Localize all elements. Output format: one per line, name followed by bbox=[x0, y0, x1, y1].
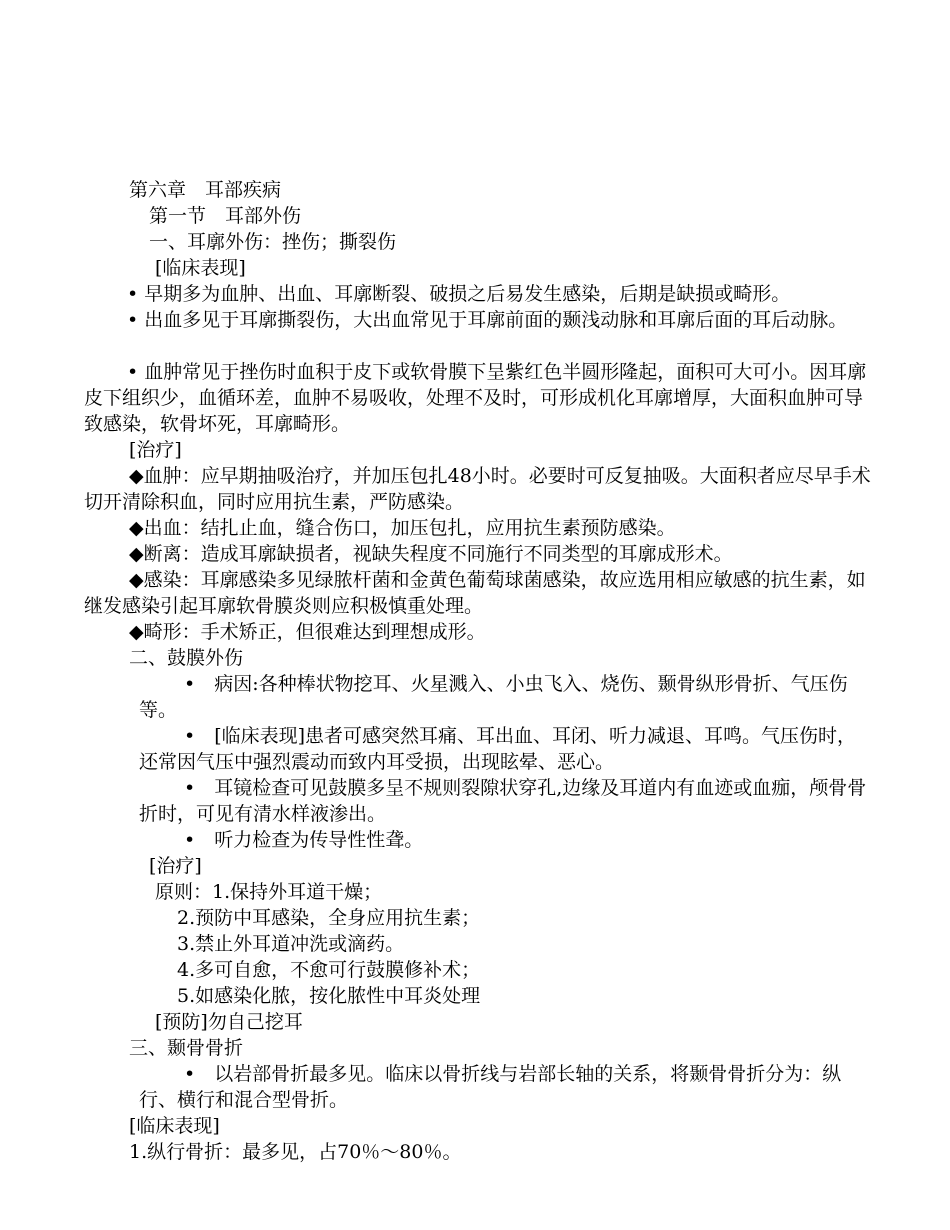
part2-principle: 3.禁止外耳道冲洗或滴药。 bbox=[177, 933, 405, 955]
part2-bullet: • 病因:各种棒状物挖耳、火星溅入、小虫飞入、烧伤、颞骨纵形骨折、气压伤等。 bbox=[139, 673, 848, 721]
part2-title: 二、鼓膜外伤 bbox=[129, 647, 244, 669]
part2-prevention: [预防]勿自己挖耳 bbox=[155, 1011, 303, 1033]
part2-bullet: • 耳镜检查可见鼓膜多呈不规则裂隙状穿孔,边缘及耳道内有血迹或血痂，颅骨骨折时，可见有清水样液渗出。 bbox=[139, 777, 867, 825]
part2-principle: 5.如感染化脓，按化脓性中耳炎处理 bbox=[177, 985, 481, 1007]
part2-principle: 2.预防中耳感染，全身应用抗生素； bbox=[177, 907, 481, 929]
part1-treatment-item: ◆出血：结扎止血，缝合伤口，加压包扎，应用抗生素预防感染。 bbox=[129, 517, 676, 539]
part2-bullet: • 听力检查为传导性性聋。 bbox=[184, 829, 424, 851]
part1-treatment-heading: [治疗] bbox=[129, 439, 182, 461]
part3-bullet: • 以岩部骨折最多见。临床以骨折线与岩部长轴的关系，将颞骨骨折分为：纵行、横行和混合型骨折。 bbox=[139, 1063, 842, 1111]
part1-treatment-item: ◆感染：耳廓感染多见绿脓杆菌和金黄色葡萄球菌感染，故应选用相应敏感的抗生素，如继发感染引起耳廓软骨膜炎则应积极慎重处理。 bbox=[84, 569, 866, 617]
part1-bullet: • 早期多为血肿、出血、耳廓断裂、破损之后易发生感染，后期是缺损或畸形。 bbox=[127, 283, 791, 305]
part3-title: 三、颞骨骨折 bbox=[129, 1037, 244, 1059]
section-title: 第一节 耳部外伤 bbox=[149, 205, 302, 227]
part1-treatment-item: ◆血肿：应早期抽吸治疗，并加压包扎48小时。必要时可反复抽吸。大面积者应尽早手术切开清除积血，同时应用抗生素，严防感染。 bbox=[84, 465, 871, 513]
part1-clinical-heading: [临床表现] bbox=[155, 257, 246, 279]
part2-treatment-heading: [治疗] bbox=[149, 855, 202, 877]
part3-item: 1.纵行骨折：最多见，占70％～80％。 bbox=[129, 1141, 462, 1163]
part1-bullet: • 出血多见于耳廓撕裂伤，大出血常见于耳廓前面的颞浅动脉和耳廓后面的耳后动脉。 bbox=[127, 309, 848, 331]
part1-treatment-item: ◆畸形：手术矫正，但很难达到理想成形。 bbox=[129, 621, 486, 643]
part3-clinical-heading: [临床表现] bbox=[129, 1115, 220, 1137]
part1-title: 一、耳廓外伤：挫伤；撕裂伤 bbox=[149, 231, 397, 253]
chapter-title: 第六章 耳部疾病 bbox=[129, 179, 282, 201]
part2-bullet: • [临床表现]患者可感突然耳痛、耳出血、耳闭、听力减退、耳鸣。气压伤时，还常因气压中强烈震动而致内耳受损，出现眩晕、恶心。 bbox=[139, 725, 857, 773]
part2-principle: 4.多可自愈，不愈可行鼓膜修补术； bbox=[177, 959, 481, 981]
part2-principle: 原则：1.保持外耳道干燥； bbox=[155, 881, 383, 903]
part1-bullet: • 血肿常见于挫伤时血积于皮下或软骨膜下呈紫红色半圆形隆起，面积可大可小。因耳廓皮下组织少，血循环差，血肿不易吸收，处理不及时，可形成机化耳廓增厚，大面积血肿可导致感染，软骨坏死，耳廓畸形。 bbox=[84, 361, 867, 435]
part1-treatment-item: ◆断离：造成耳廓缺损者，视缺失程度不同施行不同类型的耳廓成形术。 bbox=[129, 543, 733, 565]
